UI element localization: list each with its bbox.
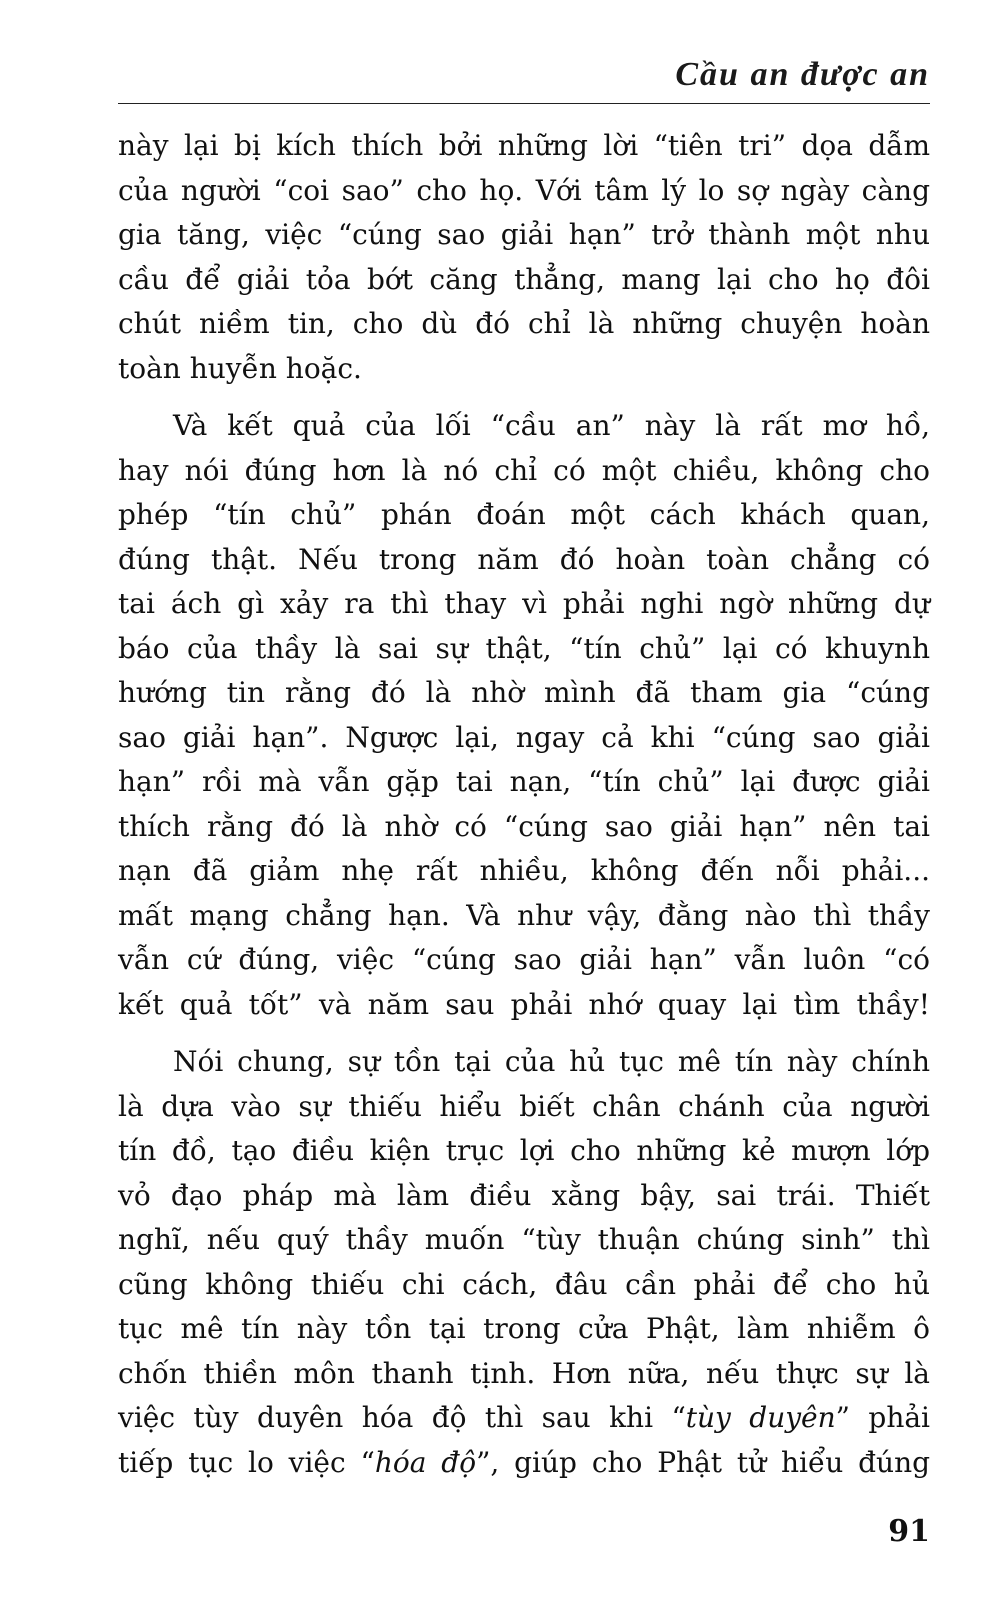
text-line: Nói chung, sự tồn tại của hủ tục mê tín này chính <box>173 1045 930 1078</box>
text-line: của người “coi sao” cho họ. Với tâm lý lo sợ ngày càng <box>118 173 930 207</box>
text-line: hạn” rồi mà vẫn gặp tai nạn, “tín chủ” lại được giải <box>118 765 930 798</box>
running-header-title: Cầu an được an <box>675 56 930 93</box>
text-line: cầu để giải tỏa bớt căng thẳng, mang lại cho họ đôi <box>118 262 930 296</box>
body-text <box>118 124 930 1485</box>
text-line: tục mê tín này tồn tại trong cửa Phật, làm nhiễm ô <box>118 1312 930 1345</box>
text-line: kết quả tốt” và năm sau phải nhớ quay lại tìm thầy! <box>118 987 930 1021</box>
text-line: nghĩ, nếu quý thầy muốn “tùy thuận chúng sinh” thì <box>118 1223 930 1256</box>
text-segment: ” phải <box>835 1401 931 1434</box>
emphasis-text: tùy duyên <box>685 1401 836 1434</box>
emphasis-text: hóa độ <box>374 1445 477 1479</box>
text-line-with-emphasis <box>118 1396 930 1441</box>
text-line: vẫn cứ đúng, việc “cúng sao giải hạn” vẫn luôn “có <box>118 943 930 976</box>
paragraph-2 <box>118 404 930 1027</box>
text-line-with-emphasis <box>118 1441 930 1486</box>
text-line: phép “tín chủ” phán đoán một cách khách quan, <box>118 498 930 531</box>
text-segment: việc tùy duyên hóa độ thì sau khi “ <box>118 1401 686 1434</box>
text-line: chút niềm tin, cho dù đó chỉ là những chuyện hoàn <box>118 307 930 340</box>
text-line: mất mạng chẳng hạn. Và như vậy, đằng nào thì thầy <box>118 898 930 932</box>
text-line: tín đồ, tạo điều kiện trục lợi cho những kẻ mượn lớp <box>118 1134 930 1167</box>
text-line: nạn đã giảm nhẹ rất nhiều, không đến nỗi phải... <box>118 854 930 887</box>
text-line: tai ách gì xảy ra thì thay vì phải nghi ngờ những dự <box>118 587 930 620</box>
paragraph-1 <box>118 124 930 391</box>
text-line: thích rằng đó là nhờ có “cúng sao giải hạn” nên tai <box>118 809 930 843</box>
page-number: 91 <box>888 1514 930 1549</box>
text-line: hướng tin rằng đó là nhờ mình đã tham gia “cúng <box>118 676 930 709</box>
text-line: là dựa vào sự thiếu hiểu biết chân chánh của người <box>118 1089 930 1123</box>
text-line: gia tăng, việc “cúng sao giải hạn” trở thành một nhu <box>118 218 930 251</box>
text-line: hay nói đúng hơn là nó chỉ có một chiều, không cho <box>118 453 930 487</box>
text-line: cũng không thiếu chi cách, đâu cần phải để cho hủ <box>118 1267 930 1301</box>
text-line: vỏ đạo pháp mà làm điều xằng bậy, sai trái. Thiết <box>118 1178 930 1212</box>
header-divider <box>118 103 930 104</box>
text-segment: ”, giúp cho Phật tử hiểu đúng <box>476 1445 931 1479</box>
text-line: đúng thật. Nếu trong năm đó hoàn toàn chẳng có <box>118 542 930 576</box>
text-segment: tiếp tục lo việc “ <box>118 1445 375 1479</box>
text-line: toàn huyễn hoặc. <box>118 351 362 385</box>
text-line: chốn thiền môn thanh tịnh. Hơn nữa, nếu thực sự là <box>118 1356 930 1390</box>
text-line: này lại bị kích thích bởi những lời “tiên tri” dọa dẫm <box>118 129 930 162</box>
text-line: Và kết quả của lối “cầu an” này là rất mơ hồ, <box>173 409 930 442</box>
text-line: báo của thầy là sai sự thật, “tín chủ” lại có khuynh <box>118 631 930 665</box>
text-line: sao giải hạn”. Ngược lại, ngay cả khi “cúng sao giải <box>118 720 930 754</box>
paragraph-3 <box>118 1040 930 1485</box>
